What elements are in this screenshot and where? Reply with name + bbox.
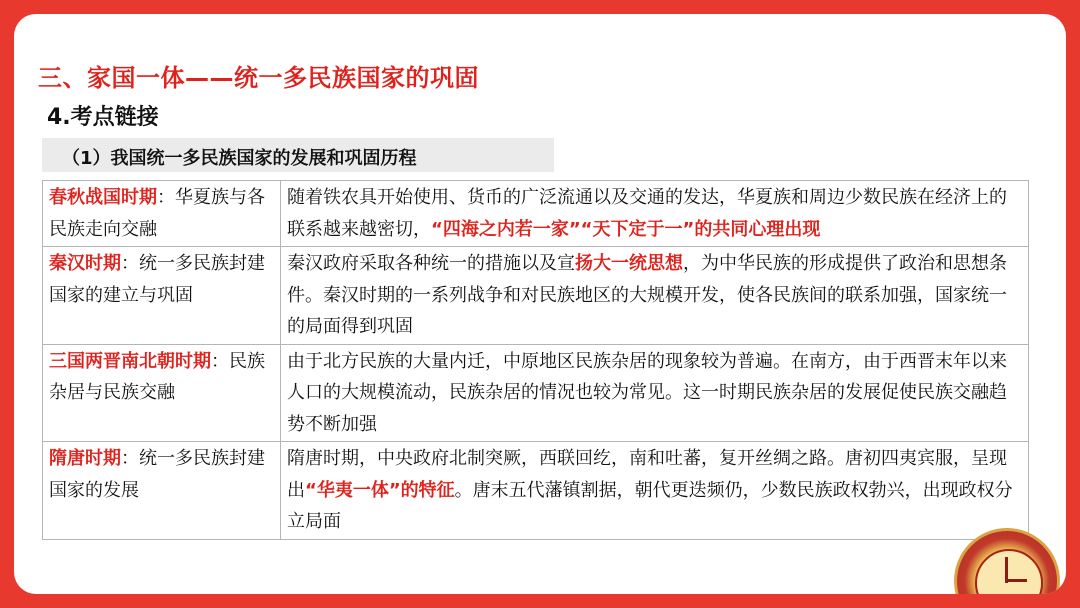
period-cell bbox=[43, 247, 281, 345]
period-cell bbox=[43, 181, 281, 247]
period-cell bbox=[43, 344, 281, 442]
section-heading-box bbox=[42, 138, 554, 172]
period-name: 隋唐时期 bbox=[49, 448, 121, 469]
period-desc: ：民族杂居与民族交融 bbox=[49, 350, 265, 403]
content-highlight: “四海之内若一家”“天下定于一”的共同心理出现 bbox=[431, 218, 821, 240]
content-text: 。唐末五代藩镇割据，朝代更迭频仍，少数民族政权勃兴，出现政权分立局面 bbox=[287, 479, 1013, 532]
period-name: 春秋战国时期 bbox=[49, 187, 157, 208]
clock-hand-icon bbox=[1005, 579, 1027, 582]
table-row bbox=[43, 344, 1029, 442]
slide-title: 三、家国一体——统一多民族国家的巩固 bbox=[38, 64, 479, 92]
clock-face-icon bbox=[975, 549, 1043, 594]
period-desc: ：统一多民族封建国家的发展 bbox=[49, 448, 265, 501]
content-text: 由于北方民族的大量内迁，中原地区民族杂居的现象较为普遍。在南方，由于西晋末年以来人口的大规模流动，民族杂居的情况也较为常见。这一时期民族杂居的发展促使民族交融趋势不断加强 bbox=[287, 350, 1007, 435]
content-cell bbox=[281, 181, 1029, 247]
table-row bbox=[43, 247, 1029, 345]
content-highlight: “华夷一体”的特征 bbox=[305, 479, 455, 501]
content-cell bbox=[281, 344, 1029, 442]
history-table bbox=[42, 180, 1029, 540]
period-desc: ：华夏族与各民族走向交融 bbox=[49, 187, 265, 240]
content-text: 隋唐时期，中央政府北制突厥，西联回纥，南和吐蕃，复开丝绸之路。唐初四夷宾服，呈现出 bbox=[287, 448, 1007, 501]
content-cell bbox=[281, 442, 1029, 540]
table-row bbox=[43, 181, 1029, 247]
content-text: 随着铁农具开始使用、货币的广泛流通以及交通的发达，华夏族和周边少数民族在经济上的联系越来越密切， bbox=[287, 187, 1007, 240]
content-cell bbox=[281, 247, 1029, 345]
period-name: 三国两晋南北朝时期 bbox=[49, 350, 211, 372]
table-row bbox=[43, 442, 1029, 540]
content-highlight: 扬大一统思想 bbox=[575, 253, 683, 274]
period-desc: ：统一多民族封建国家的建立与巩固 bbox=[49, 253, 265, 306]
period-name: 秦汉时期 bbox=[49, 253, 121, 274]
slide bbox=[14, 14, 1066, 594]
content-text: 秦汉政府采取各种统一的措施以及宣 bbox=[287, 253, 575, 274]
section-heading: （1）我国统一多民族国家的发展和巩固历程 bbox=[62, 148, 417, 169]
period-cell bbox=[43, 442, 281, 540]
section-subtitle: 4.考点链接 bbox=[47, 105, 159, 130]
content-text: ，为中华民族的形成提供了政治和思想条件。秦汉时期的一系列战争和对民族地区的大规模开发，使各民族间的联系加强，国家统一的局面得到巩固 bbox=[287, 253, 1007, 337]
